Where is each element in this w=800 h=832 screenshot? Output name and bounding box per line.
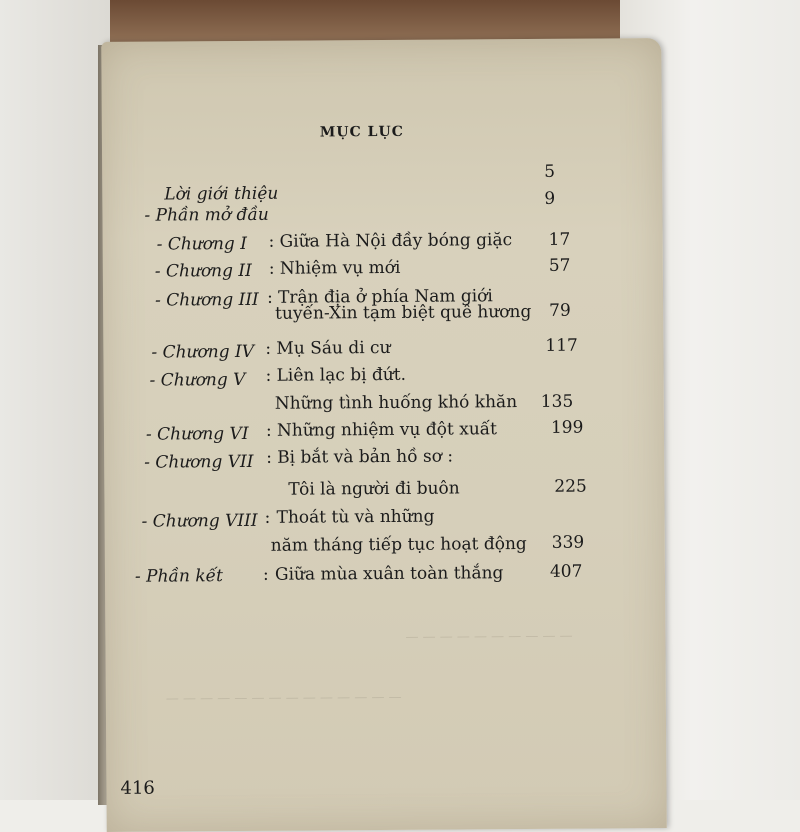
toc-page-number: 5 — [544, 161, 556, 182]
toc-page-number: 407 — [549, 561, 583, 582]
toc-chapter-label: - Phần mở đầu — [144, 204, 269, 226]
toc-chapter-title: Những nhiệm vụ đột xuất — [276, 419, 498, 441]
toc-chapter-title: Thoát tù và những — [276, 506, 435, 528]
toc-page-number: 17 — [548, 229, 571, 250]
toc-chapter-title: Mụ Sáu di cư — [276, 337, 391, 359]
toc-chapter-title-continued: năm tháng tiếp tục hoạt động — [270, 534, 527, 556]
toc-page-number: 225 — [554, 476, 587, 497]
toc-separator: : — [264, 507, 271, 528]
toc-separator: : — [268, 258, 275, 279]
toc-chapter-label: - Chương IV — [151, 341, 255, 363]
toc-separator: : — [268, 231, 275, 252]
toc-chapter-label: - Chương V — [149, 369, 246, 391]
toc-chapter-label: - Chương I — [156, 233, 247, 255]
toc-chapter-label: Lời giới thiệu — [164, 183, 279, 205]
toc-chapter-title: Liên lạc bị đứt. — [276, 364, 407, 386]
toc-separator: : — [265, 365, 272, 386]
toc-page-number: 339 — [551, 532, 585, 553]
toc-chapter-title-continued: tuyến-Xin tạm biệt quê hương — [275, 301, 532, 324]
toc-chapter-label: - Chương VI — [145, 423, 249, 445]
toc-chapter-label: - Chương VIII — [141, 510, 258, 532]
toc-separator: : — [266, 287, 273, 308]
toc-separator: : — [265, 420, 272, 441]
toc-page-number: 9 — [544, 188, 556, 209]
toc-page-number: 199 — [550, 417, 584, 438]
page-number: 416 — [120, 777, 155, 799]
toc-chapter-label: - Phần kết — [134, 566, 223, 587]
toc-separator: : — [265, 338, 272, 359]
toc-chapter-title-continued: Tôi là người đi buôn — [288, 478, 460, 500]
show-through-text: — — — — — — — — — — — [405, 628, 573, 645]
toc-chapter-title: Bị bắt và bản hồ sơ : — [277, 446, 454, 468]
toc-page-number: 117 — [545, 335, 578, 356]
toc-chapter-title-continued: Những tình huống khó khăn — [274, 392, 518, 414]
toc-chapter-title: Nhiệm vụ mới — [279, 257, 401, 279]
toc-chapter-label: - Chương VII — [144, 451, 254, 473]
book-page — [101, 38, 667, 832]
toc-chapter-title: Trận địa ở phía Nam giới — [277, 286, 493, 308]
toc-chapter-title: Giữa mùa xuân toàn thắng — [274, 563, 504, 585]
toc-page-number: 57 — [548, 255, 571, 276]
toc-separator: : — [262, 564, 269, 585]
toc-page-number: 135 — [540, 391, 574, 412]
background-left — [0, 0, 110, 800]
toc-heading: MỤC LỤC — [319, 123, 404, 141]
show-through-text: — — — — — — — — — — — — — — — [165, 689, 402, 707]
toc-page-number: 79 — [549, 300, 571, 321]
toc-chapter-label: - Chương II — [154, 260, 252, 282]
toc-separator: : — [266, 447, 272, 468]
toc-chapter-label: - Chương III — [154, 289, 259, 311]
toc-chapter-title: Giữa Hà Nội đầy bóng giặc — [279, 230, 513, 252]
